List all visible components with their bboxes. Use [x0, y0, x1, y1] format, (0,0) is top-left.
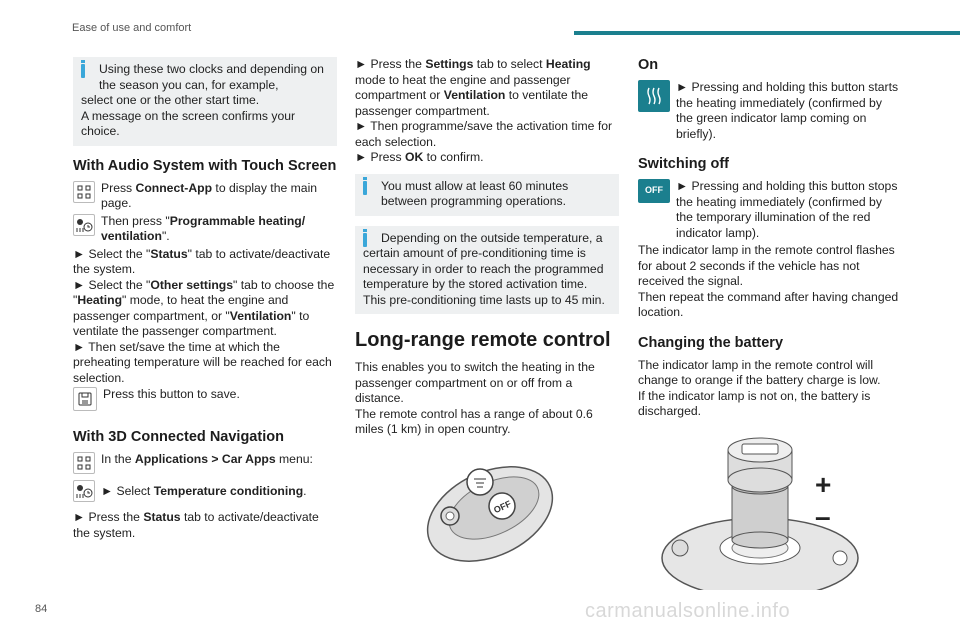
on-row — [638, 80, 902, 142]
running-header: Ease of use and comfort — [72, 22, 192, 34]
ok-step: ► Press OK to confirm. — [355, 150, 484, 164]
heating-clock-icon — [73, 480, 95, 502]
note-text: This pre-conditioning time lasts up to 45 min. — [363, 292, 605, 307]
heating-on-icon — [638, 80, 670, 112]
connect-app-row — [73, 181, 337, 212]
battery-illustration — [660, 430, 902, 590]
repeat-text: Then repeat the command after having changed location. — [638, 289, 899, 319]
other-settings-step: ► Select the "Other settings" tab to choose the "Heating" mode, to heat the engine and passenger compartment, or "Ventilation" to ventilate the passenger compartment. — [73, 277, 335, 338]
note-text: Depending on the outside temperature, a certain amount of pre-conditioning time is necessary in order to reach the programmed temperature by the stored activation time. — [363, 230, 604, 291]
save-icon — [73, 387, 97, 411]
apps-grid-icon — [73, 181, 95, 203]
heading-on: On — [638, 57, 659, 73]
off-row — [638, 179, 902, 241]
info-icon — [363, 233, 367, 247]
flash-text: The indicator lamp in the remote control flashes for about 2 seconds if the vehicle has not received the signal. — [638, 243, 895, 288]
status-step-2: ► Press the Status tab to activate/deactivate the system. — [73, 510, 319, 540]
status-step: ► Select the "Status" tab to activate/deactivate the system. — [73, 246, 331, 276]
note-text: A message on the screen confirms your choice. — [81, 108, 296, 138]
save-text: Press this button to save. — [103, 387, 240, 401]
remote-control-illustration — [420, 452, 619, 567]
plus-sign: + — [815, 468, 832, 500]
minus-sign: – — [815, 500, 831, 532]
off-text: ► Pressing and holding this button stops the heating immediately (confirmed by the temporary illumination of the red indicator lamp). — [676, 179, 898, 240]
info-note-clocks — [73, 57, 337, 146]
note-text: Using these two clocks and depending on the season you can, for example, — [99, 62, 324, 92]
remote-off-label: OFF — [492, 498, 513, 515]
apps-menu-text: In the Applications > Car Apps menu: — [101, 452, 313, 466]
heading-touch-screen: With Audio System with Touch Screen — [73, 157, 337, 174]
enables-text: This enables you to switch the heating in the passenger compartment on or off from a distance. — [355, 360, 595, 405]
apps-menu-row — [73, 452, 337, 474]
battery-text-2: If the indicator lamp is not on, the battery is discharged. — [638, 388, 871, 418]
connect-app-text: Press Connect-App to display the main page. — [101, 180, 318, 210]
note-text: You must allow at least 60 minutes between programming operations. — [381, 178, 569, 208]
info-icon — [81, 64, 85, 78]
watermark: carmanualsonline.info — [585, 600, 791, 622]
column-3 — [638, 57, 902, 590]
column-1 — [73, 57, 337, 541]
save-row — [73, 387, 337, 411]
heating-clock-icon — [73, 214, 95, 236]
apps-grid-icon — [73, 452, 95, 474]
temperature-row — [73, 480, 337, 502]
heading-switching-off: Switching off — [638, 156, 730, 172]
set-time-step: ► Then set/save the time at which the preheating temperature will be reached for each selection. — [73, 339, 332, 385]
battery-text-1: The indicator lamp in the remote control will change to orange if the battery charge is low. — [638, 357, 881, 387]
settings-step: ► Press the Settings tab to select Heating mode to heat the engine and passenger compartment or Ventilation to ventilate the passenger compartment. — [355, 57, 591, 118]
info-note-60min — [355, 174, 619, 216]
heading-long-range: Long-range remote control — [355, 329, 611, 351]
temperature-text: ► Select Temperature conditioning. — [101, 484, 307, 498]
programmable-heating-row — [73, 214, 337, 245]
info-note-preconditioning — [355, 226, 619, 315]
info-icon — [363, 181, 367, 195]
off-button-icon: OFF — [638, 179, 670, 203]
range-text: The remote control has a range of about 0.6 miles (1 km) in open country. — [355, 406, 593, 436]
heading-changing-battery: Changing the battery — [638, 334, 784, 351]
programme-step: ► Then programme/save the activation time for each selection. — [355, 119, 613, 149]
heading-3d-navigation: With 3D Connected Navigation — [73, 429, 284, 445]
header-rule — [574, 31, 960, 35]
column-2 — [355, 57, 619, 567]
programmable-text: Then press "Programmable heating/ ventilation". — [101, 213, 306, 243]
on-text: ► Pressing and holding this button starts the heating immediately (confirmed by the green indicator lamp coming on briefly). — [676, 80, 899, 141]
note-text: select one or the other start time. — [81, 93, 260, 107]
page-number: 84 — [35, 603, 48, 615]
